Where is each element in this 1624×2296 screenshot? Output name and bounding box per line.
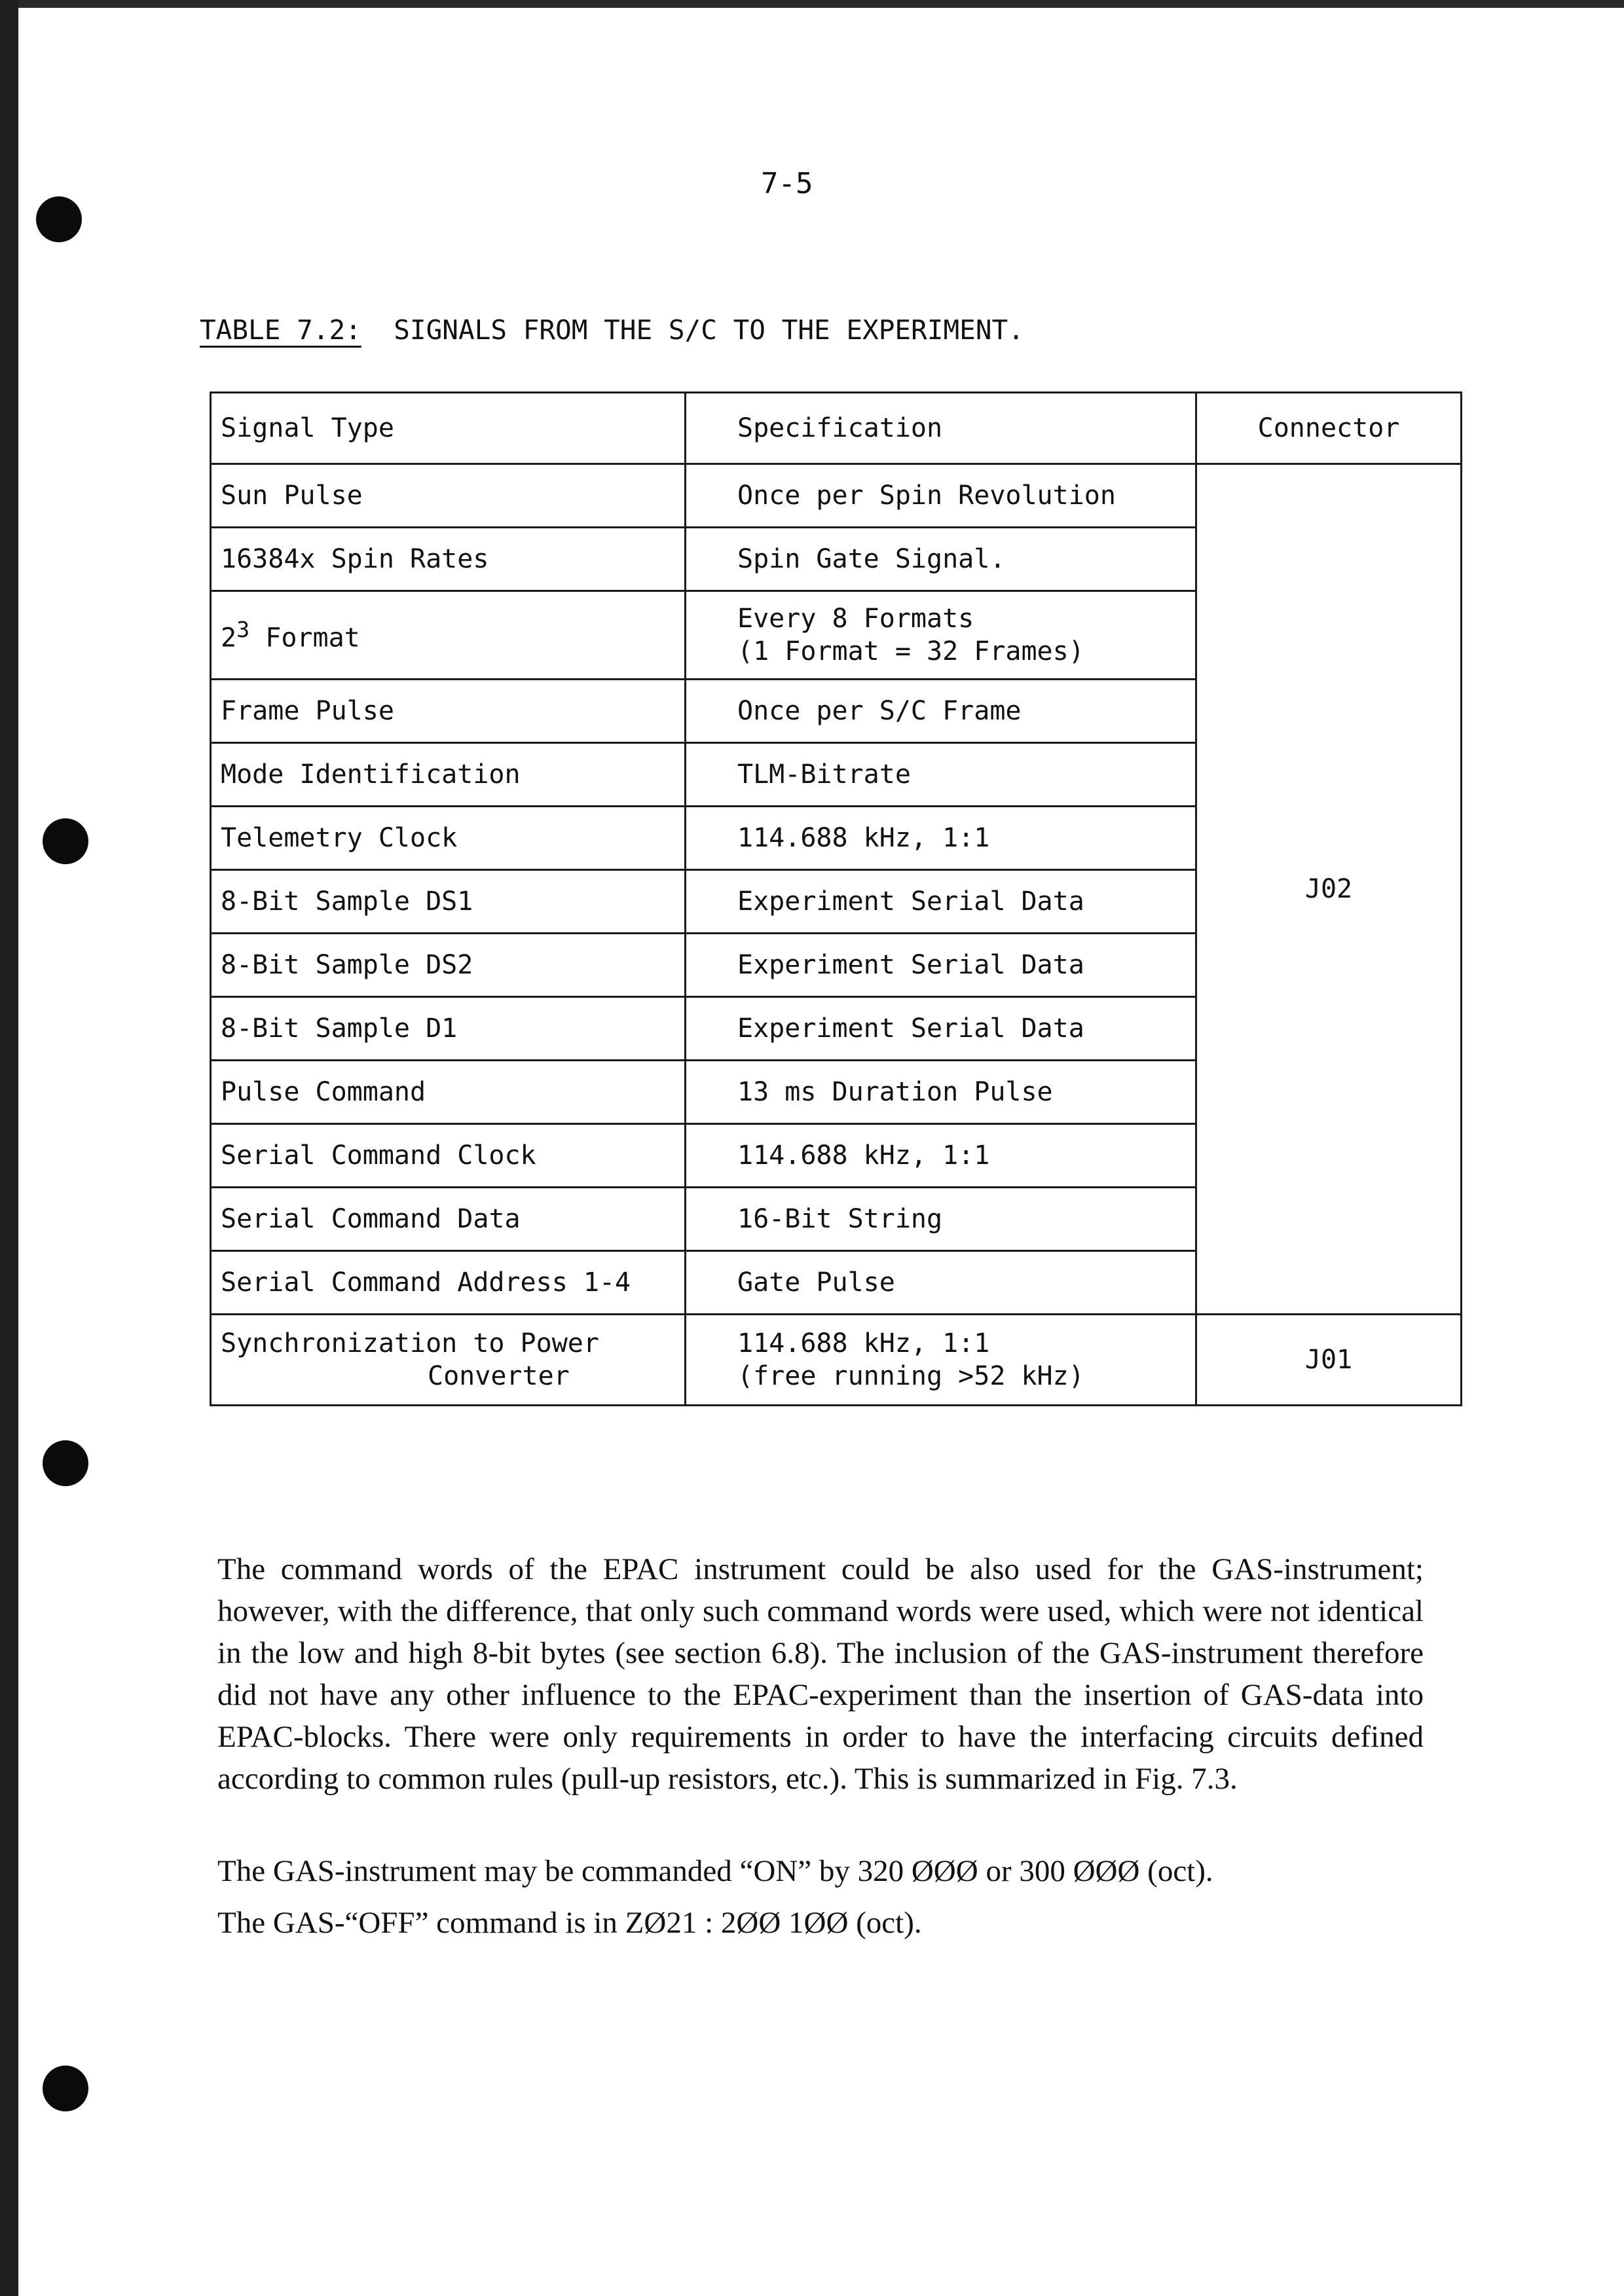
signal-line-1: Synchronization to Power: [221, 1328, 599, 1358]
header-specification: Specification: [686, 393, 1196, 464]
spec-cell: Once per S/C Frame: [686, 680, 1196, 743]
punch-hole-3: [43, 1440, 88, 1486]
signal-cell: Pulse Command: [211, 1061, 686, 1124]
spec-line-2: (free running >52 kHz): [737, 1361, 1084, 1391]
table-header-row: [211, 393, 1462, 464]
signal-cell: 8-Bit Sample DS2: [211, 934, 686, 997]
signal-cell: Mode Identification: [211, 743, 686, 807]
spec-cell: Experiment Serial Data: [686, 870, 1196, 934]
spec-line-1: Every 8 Formats: [737, 604, 974, 634]
signal-rest: Format: [249, 623, 360, 653]
spec-cell: TLM-Bitrate: [686, 743, 1196, 807]
table-caption-label: TABLE 7.2:: [200, 314, 361, 346]
table-row: [211, 464, 1462, 528]
spec-line-1: 114.688 kHz, 1:1: [737, 1328, 990, 1358]
punch-hole-2: [43, 818, 88, 864]
body-paragraph: [217, 1548, 1424, 1800]
off-command-line: The GAS-“OFF” command is in ZØ21 : 2ØØ 1ØØ (oct).: [217, 1906, 922, 1940]
page-number: 7-5: [761, 167, 813, 200]
signal-superscript: 3: [236, 616, 250, 642]
table-caption: [200, 314, 1024, 346]
spec-cell: 114.688 kHz, 1:1: [686, 807, 1196, 870]
signal-cell: 8-Bit Sample D1: [211, 997, 686, 1061]
scan-top-edge: [0, 0, 1624, 8]
signal-cell: Frame Pulse: [211, 680, 686, 743]
header-connector: Connector: [1196, 393, 1462, 464]
spec-line-2: (1 Format = 32 Frames): [737, 636, 1084, 666]
spec-cell: 13 ms Duration Pulse: [686, 1061, 1196, 1124]
spec-cell: [686, 591, 1196, 680]
signal-cell: Serial Command Data: [211, 1188, 686, 1251]
signal-cell: Telemetry Clock: [211, 807, 686, 870]
signal-cell: Serial Command Address 1-4: [211, 1251, 686, 1315]
signals-table: [210, 392, 1462, 1406]
spec-cell: Experiment Serial Data: [686, 997, 1196, 1061]
spec-cell: 114.688 kHz, 1:1: [686, 1124, 1196, 1188]
signal-cell: 16384x Spin Rates: [211, 528, 686, 591]
table-row: [211, 1315, 1462, 1406]
spec-cell: [686, 1315, 1196, 1406]
scan-left-edge: [0, 0, 18, 2296]
signal-cell: Serial Command Clock: [211, 1124, 686, 1188]
signal-cell: 8-Bit Sample DS1: [211, 870, 686, 934]
punch-hole-4: [43, 2066, 88, 2111]
paragraph-text: The command words of the EPAC instrument could be also used for the GAS-instrument; however, with the difference, that only such command words were used, which were not identical in the low and high 8-bit bytes (see section 6.8). The inclusion of the GAS-instrument therefore did not have any other influence to the EPAC-experiment than the insertion of GAS-data into EPAC-blocks. There were only requirements in order to have the interfacing circuits defined according to common rules (pull-up resistors, etc.). This is summarized in Fig. 7.3.: [217, 1552, 1424, 1796]
signal-cell: Sun Pulse: [211, 464, 686, 528]
signal-line-2: Converter: [428, 1361, 570, 1391]
spec-cell: 16-Bit String: [686, 1188, 1196, 1251]
spec-cell: Experiment Serial Data: [686, 934, 1196, 997]
spec-cell: Spin Gate Signal.: [686, 528, 1196, 591]
spec-cell: Once per Spin Revolution: [686, 464, 1196, 528]
table-caption-text: SIGNALS FROM THE S/C TO THE EXPERIMENT.: [394, 314, 1024, 346]
signal-cell: [211, 591, 686, 680]
signal-cell: [211, 1315, 686, 1406]
punch-hole-1: [36, 196, 82, 242]
connector-cell-j01: J01: [1196, 1315, 1462, 1406]
on-command-line: The GAS-instrument may be commanded “ON” by 320 ØØØ or 300 ØØØ (oct).: [217, 1854, 1213, 1888]
spec-cell: Gate Pulse: [686, 1251, 1196, 1315]
signal-base: 2: [221, 623, 237, 653]
connector-cell-j02: J02: [1196, 464, 1462, 1315]
header-signal-type: Signal Type: [211, 393, 686, 464]
